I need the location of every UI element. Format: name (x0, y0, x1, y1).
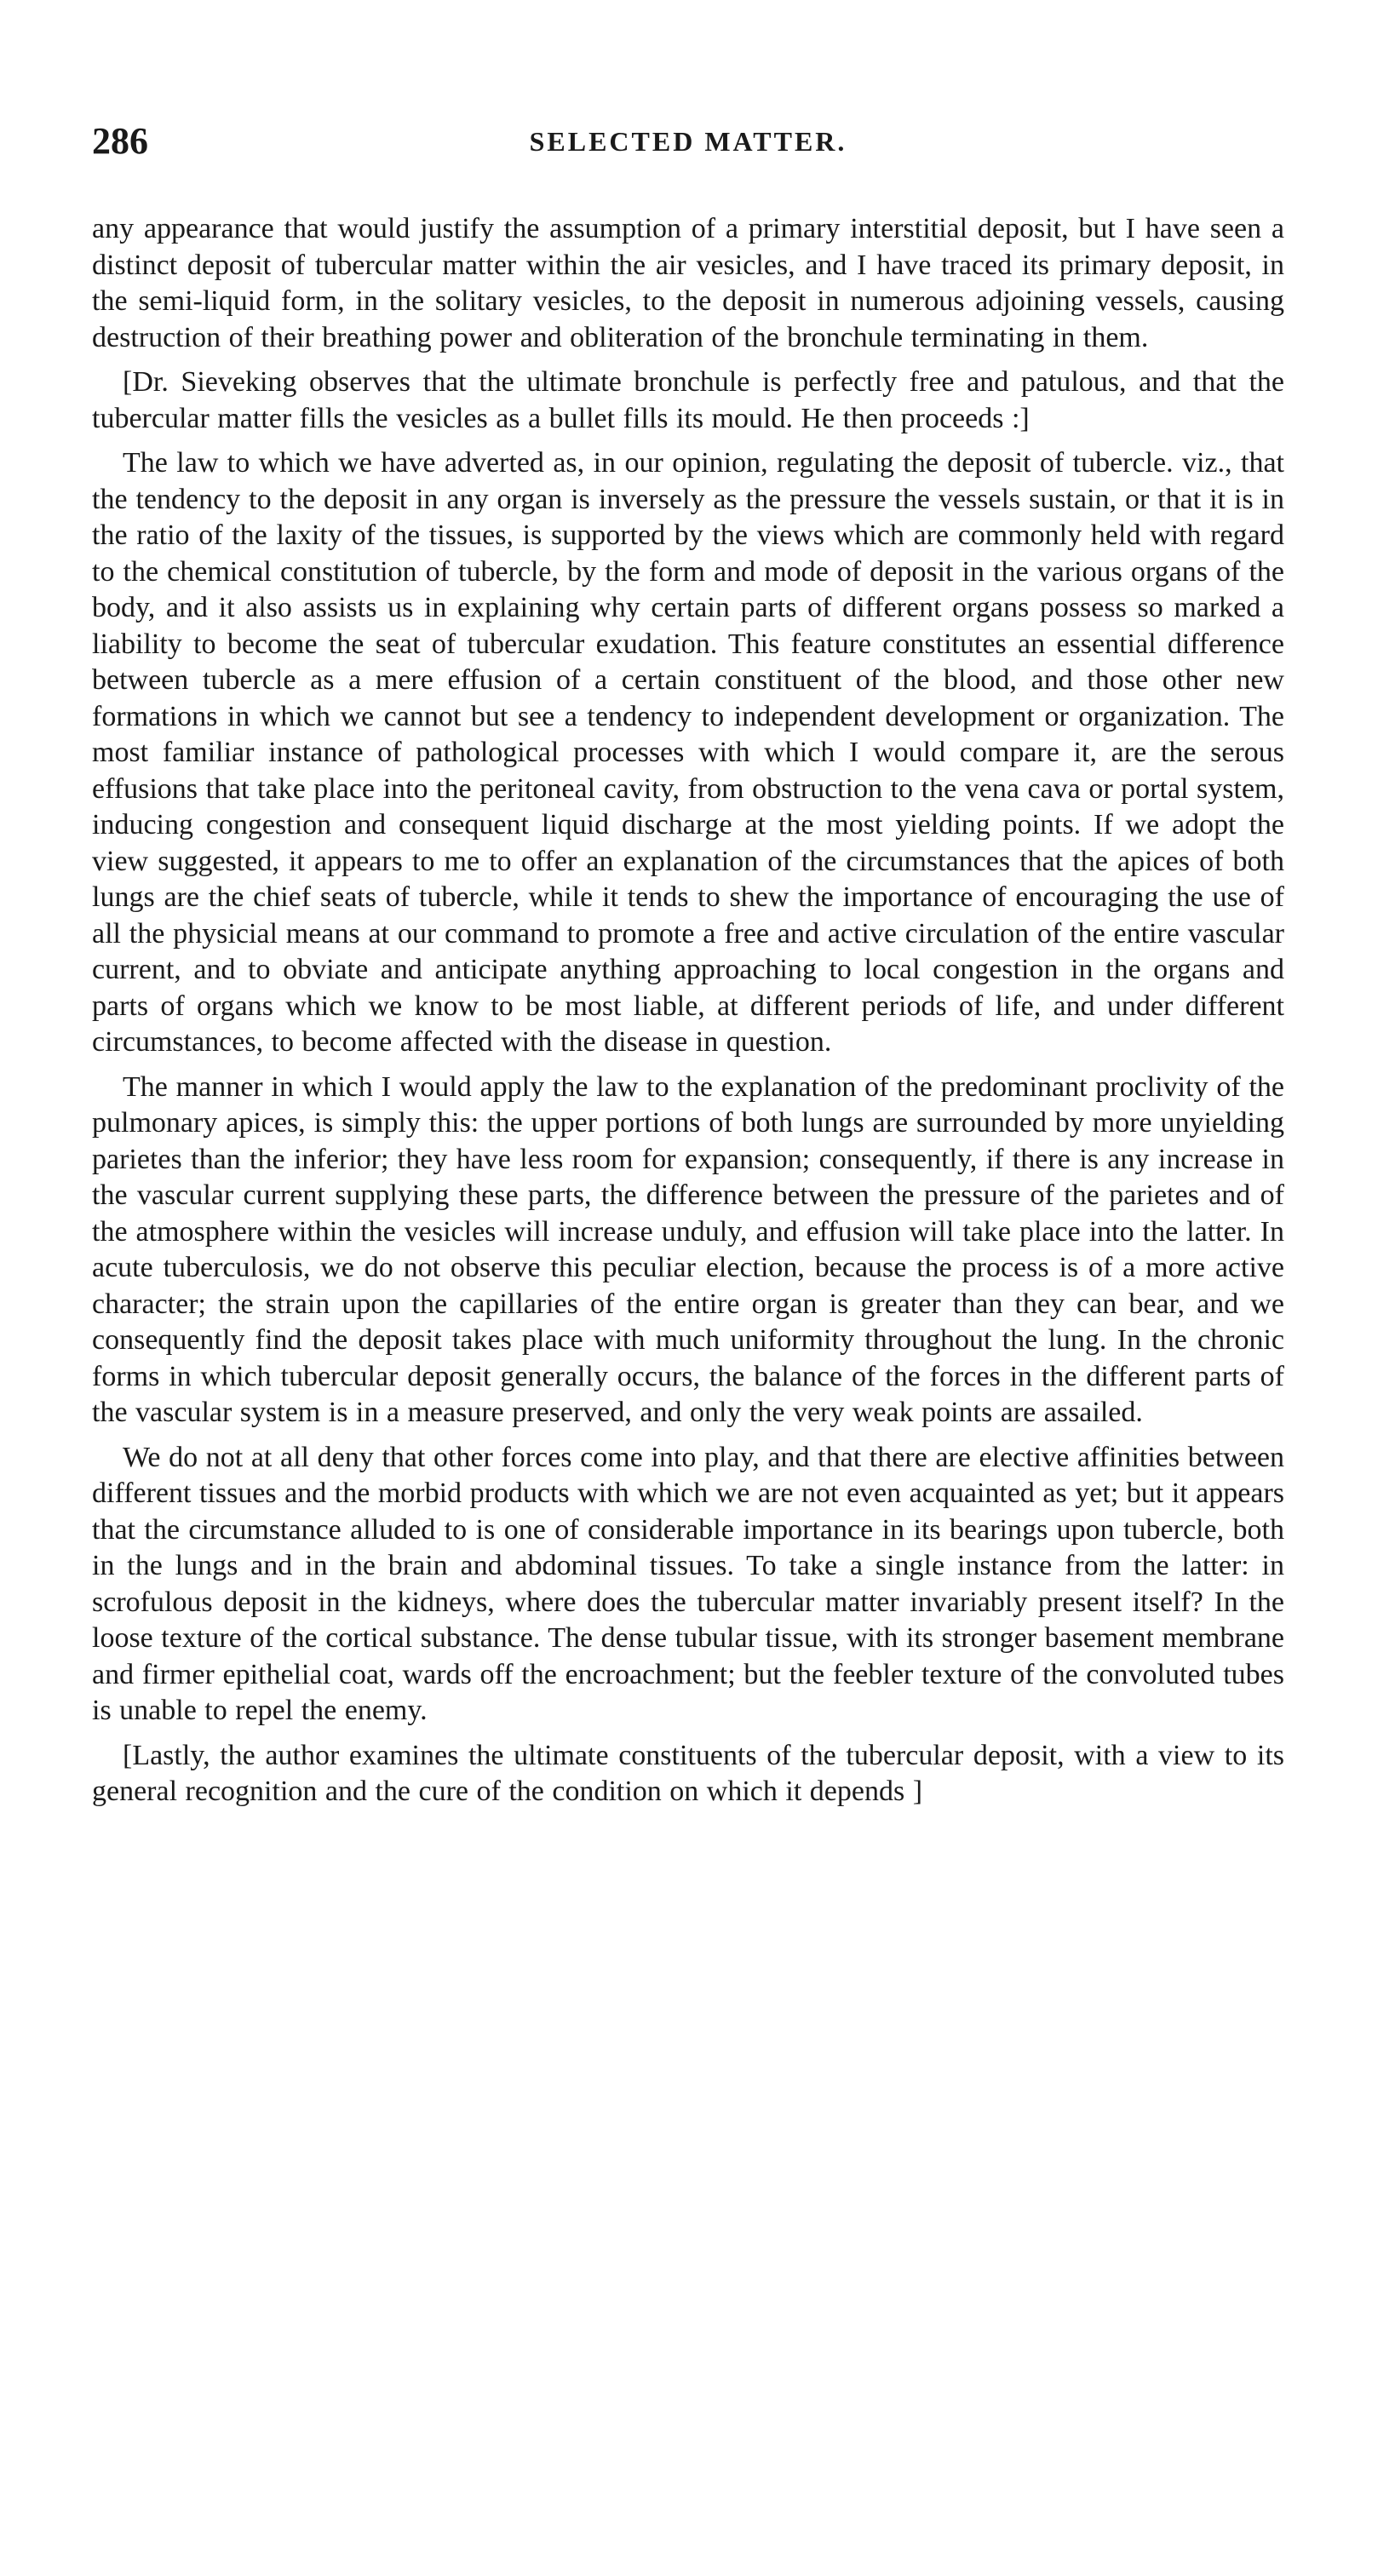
page-header (92, 119, 1284, 170)
paragraph: The law to which we have adverted as, in our opinion, regulating the deposit of tubercle. viz., that the tendency to the deposit in any organ is inversely as the pressure the vessels sustain, or that it is in the ratio of the laxity of the tissues, is supported by the views which are commonly held with regard to the chemical constitution of tubercle, by the form and mode of deposit in the various organs of the body, and it also assists us in explaining why certain parts of different organs possess so marked a liability to become the seat of tubercular exudation. This feature constitutes an essential difference between tubercle as a mere effusion of a certain constituent of the blood, and those other new formations in which we cannot but see a tendency to independent development or organization. The most familiar instance of pathological processes with which I would compare it, are the serous effusions that take place into the peritoneal cavity, from obstruction to the vena cava or portal system, inducing congestion and consequent liquid discharge at the most yielding points. If we adopt the view suggested, it appears to me to offer an explanation of the circumstances that the apices of both lungs are the chief seats of tubercle, while it tends to shew the importance of encouraging the use of all the physicial means at our command to promote a free and active circulation of the entire vascular current, and to obviate and anticipate anything approaching to local congestion in the organs and parts of organs which we know to be most liable, at different periods of life, and under different circumstances, to become affected with the disease in question. (92, 447, 1284, 1058)
paragraph: The manner in which I would apply the law to the explanation of the predominant proclivity of the pulmonary apices, is simply this: the upper portions of both lungs are surrounded by more unyielding parietes than the inferior; they have less room for expansion; consequently, if there is any increase in the vascular current supplying these parts, the difference between the pressure of the parietes and of the atmosphere within the vesicles will increase unduly, and effusion will take place into the latter. In acute tuberculosis, we do not observe this peculiar election, because the process is of a more active character; the strain upon the capillaries of the entire organ is greater than they can bear, and we consequently find the deposit takes place with much uniformity throughout the lung. In the chronic forms in which tubercular deposit generally occurs, the balance of the forces in the different parts of the vascular system is in a measure preserved, and only the very weak points are assailed. (92, 1070, 1284, 1428)
page-number: 286 (92, 120, 148, 162)
paragraph: We do not at all deny that other forces come into play, and that there are elective affinities between different tissues and the morbid products with which we are not even acquainted as yet; but it appears that the circumstance alluded to is one of considerable importance in its bearings upon tubercle, both in the lungs and in the brain and abdominal tissues. To take a single instance from the latter: in scrofulous deposit in the kidneys, where does the tubercular matter invariably present itself? In the loose texture of the cortical substance. The dense tubular tissue, with its stronger basement membrane and firmer epithelial coat, wards off the encroachment; but the feebler texture of the convoluted tubes is unable to repel the enemy. (92, 1441, 1284, 1726)
paragraph: [Dr. Sieveking observes that the ultimate bronchule is perfectly free and patulous, and that the tubercular matter fills the vesicles as a bullet fills its mould. He then proceeds :] (92, 366, 1284, 434)
body-text (92, 211, 1284, 1810)
paragraph: any appearance that would justify the assumption of a primary interstitial deposit, but I have seen a distinct deposit of tubercular matter within the air vesicles, and I have traced its primary deposit, in the semi-liquid form, in the solitary vesicles, to the deposit in numerous adjoining vessels, causing destruction of their breathing power and obliteration of the bronchule terminating in them. (92, 213, 1284, 353)
page (92, 119, 1284, 1819)
paragraph: [Lastly, the author examines the ultimate constituents of the tubercular deposit, with a view to its general recognition and the cure of the condition on which it depends ] (92, 1739, 1284, 1807)
running-head: SELECTED MATTER. (529, 126, 847, 157)
